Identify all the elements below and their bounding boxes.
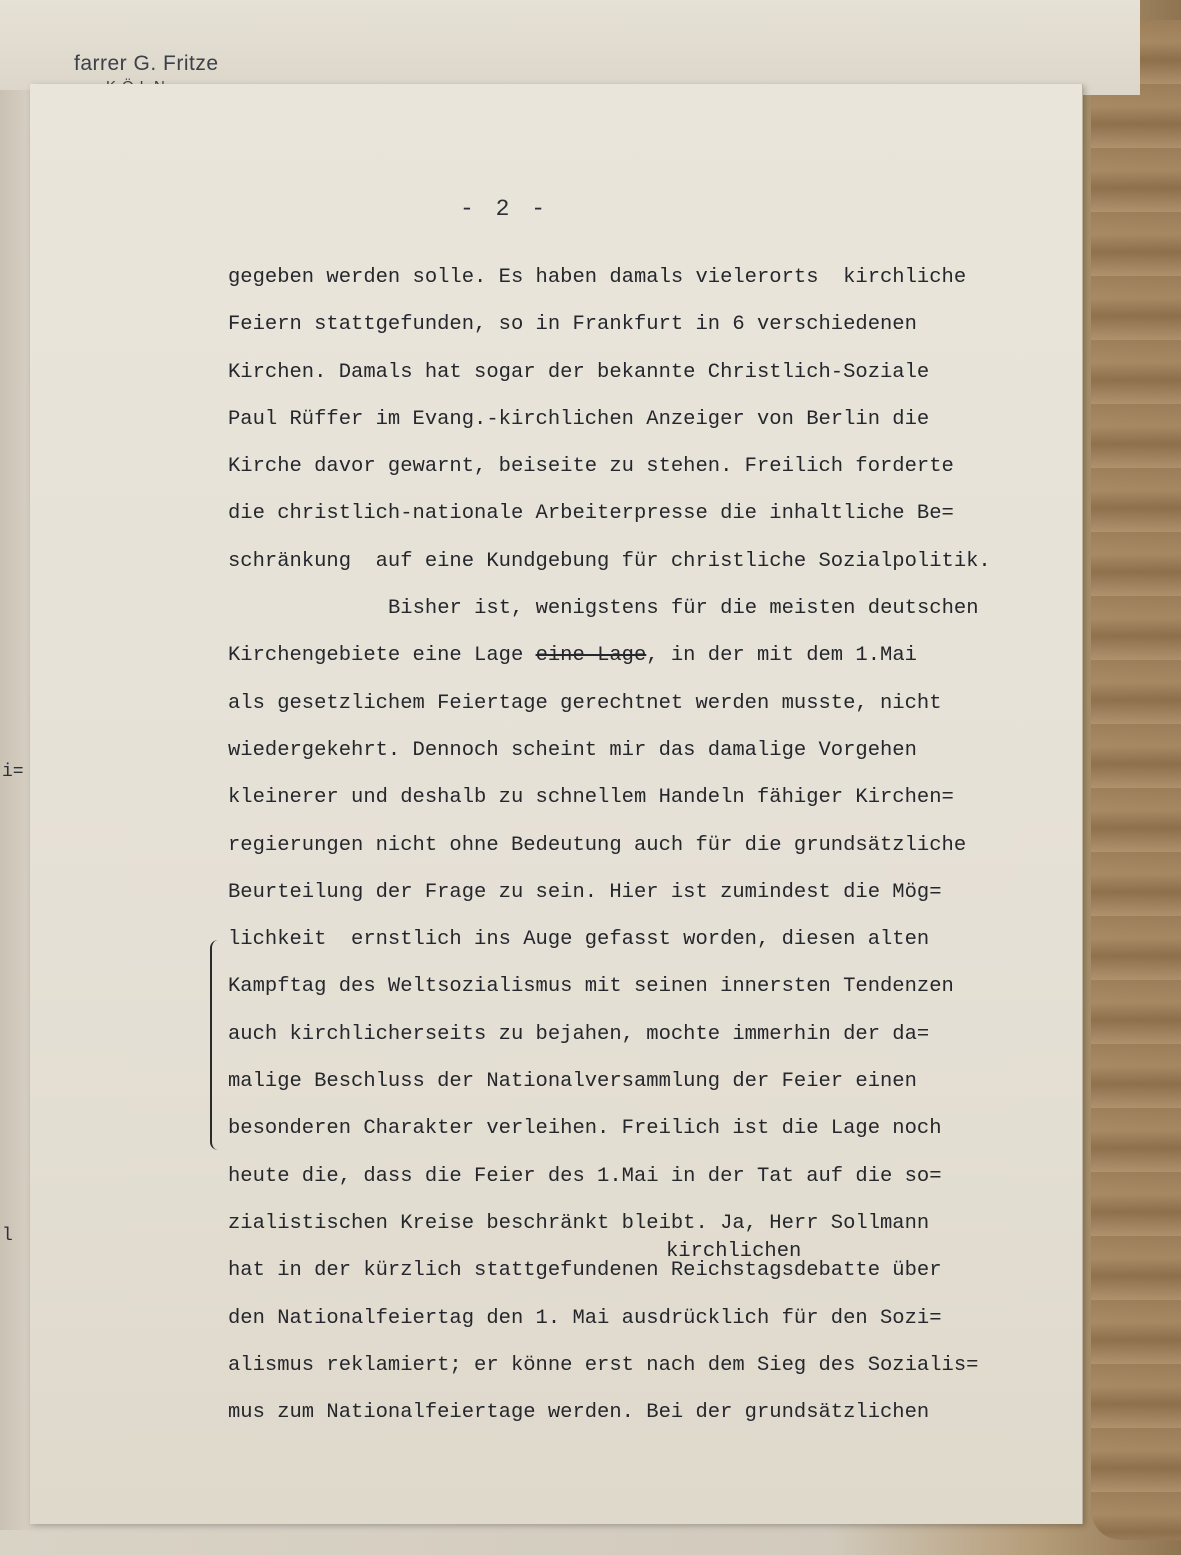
catchword: kirchlichen xyxy=(666,1240,802,1263)
line-text: malige Beschluss der Nationalversammlung der Feier einen xyxy=(228,1070,917,1094)
line-text: Paul Rüffer im Evang.-kirchlichen Anzeiger von Berlin die xyxy=(228,407,930,431)
line-text: Kirche davor gewarnt, beiseite zu stehen. Freilich forderte xyxy=(228,455,954,479)
text-line xyxy=(228,963,1028,1010)
text-line xyxy=(228,490,1028,537)
line-text: Kirchen. Damals hat sogar der bekannte Christlich-Soziale xyxy=(228,360,930,384)
text-line xyxy=(228,632,1028,679)
line-text: den Nationalfeiertag den 1. Mai ausdrücklich für den Sozi= xyxy=(228,1306,942,1330)
struck-text: eine Lage xyxy=(535,644,647,668)
line-text: auch kirchlicherseits zu bejahen, mochte immerhin der da= xyxy=(228,1022,930,1046)
text-line xyxy=(228,538,1028,585)
text-line xyxy=(228,585,1028,632)
line-text: Kirchengebiete eine Lage xyxy=(228,644,536,668)
line-text: heute die, dass die Feier des 1.Mai in der Tat auf die so= xyxy=(228,1164,942,1188)
line-text: Bisher ist, wenigstens für die meisten deutschen xyxy=(388,597,979,621)
underlying-letterhead-sheet xyxy=(0,0,1140,95)
text-line xyxy=(228,1058,1028,1105)
text-line xyxy=(228,869,1028,916)
text-line xyxy=(228,1011,1028,1058)
document-page xyxy=(30,84,1083,1524)
text-line xyxy=(228,1200,1028,1247)
line-text: Feiern stattgefunden, so in Frankfurt in 6 verschiedenen xyxy=(228,313,917,337)
text-line xyxy=(228,774,1028,821)
line-text: die christlich-nationale Arbeiterpresse die inhaltliche Be= xyxy=(228,502,954,526)
line-text: als gesetzlichem Feiertage gerechtnet werden musste, nicht xyxy=(228,691,942,715)
margin-mark-2: l xyxy=(2,1226,13,1246)
line-text: hat in der kürzlich stattgefundenen Reichstagsdebatte über xyxy=(228,1259,942,1283)
text-line xyxy=(228,916,1028,963)
text-line xyxy=(228,1153,1028,1200)
text-line xyxy=(228,1295,1028,1342)
text-line xyxy=(228,1247,1028,1294)
line-text: mus zum Nationalfeiertage werden. Bei der grundsätzlichen xyxy=(228,1401,930,1425)
text-line xyxy=(228,301,1028,348)
text-line xyxy=(228,1105,1028,1152)
text-line xyxy=(228,1389,1028,1436)
text-line xyxy=(228,727,1028,774)
text-line xyxy=(228,349,1028,396)
text-line xyxy=(228,822,1028,869)
text-line xyxy=(228,680,1028,727)
line-text-continued: , in der mit dem 1.Mai xyxy=(646,644,917,668)
torn-paper-edge xyxy=(1091,20,1181,1540)
page-number: - 2 - xyxy=(460,196,550,222)
text-line xyxy=(228,254,1028,301)
body-text xyxy=(228,254,1028,1436)
line-text: kleinerer und deshalb zu schnellem Handeln fähiger Kirchen= xyxy=(228,786,954,810)
text-line xyxy=(228,443,1028,490)
margin-bracket xyxy=(210,940,220,1150)
text-line xyxy=(228,1342,1028,1389)
underlying-sheet-left xyxy=(0,90,34,1530)
line-text: zialistischen Kreise beschränkt bleibt. Ja, Herr Sollmann xyxy=(228,1211,930,1235)
line-text: wiedergekehrt. Dennoch scheint mir das damalige Vorgehen xyxy=(228,738,917,762)
line-text: besonderen Charakter verleihen. Freilich ist die Lage noch xyxy=(228,1117,942,1141)
line-text: schränkung auf eine Kundgebung für christliche Sozialpolitik. xyxy=(228,549,991,573)
line-text: gegeben werden solle. Es haben damals vielerorts kirchliche xyxy=(228,266,967,289)
line-text: Beurteilung der Frage zu sein. Hier ist zumindest die Mög= xyxy=(228,880,942,904)
line-text: alismus reklamiert; er könne erst nach dem Sieg des Sozialis= xyxy=(228,1353,979,1377)
text-line xyxy=(228,396,1028,443)
line-text: regierungen nicht ohne Bedeutung auch für die grundsätzliche xyxy=(228,833,967,857)
line-text: Kampftag des Weltsozialismus mit seinen innersten Tendenzen xyxy=(228,975,954,999)
margin-mark-1: i= xyxy=(2,762,24,782)
line-text: lichkeit ernstlich ins Auge gefasst worden, diesen alten xyxy=(228,928,930,952)
letterhead-name: farrer G. Fritze xyxy=(74,52,219,75)
